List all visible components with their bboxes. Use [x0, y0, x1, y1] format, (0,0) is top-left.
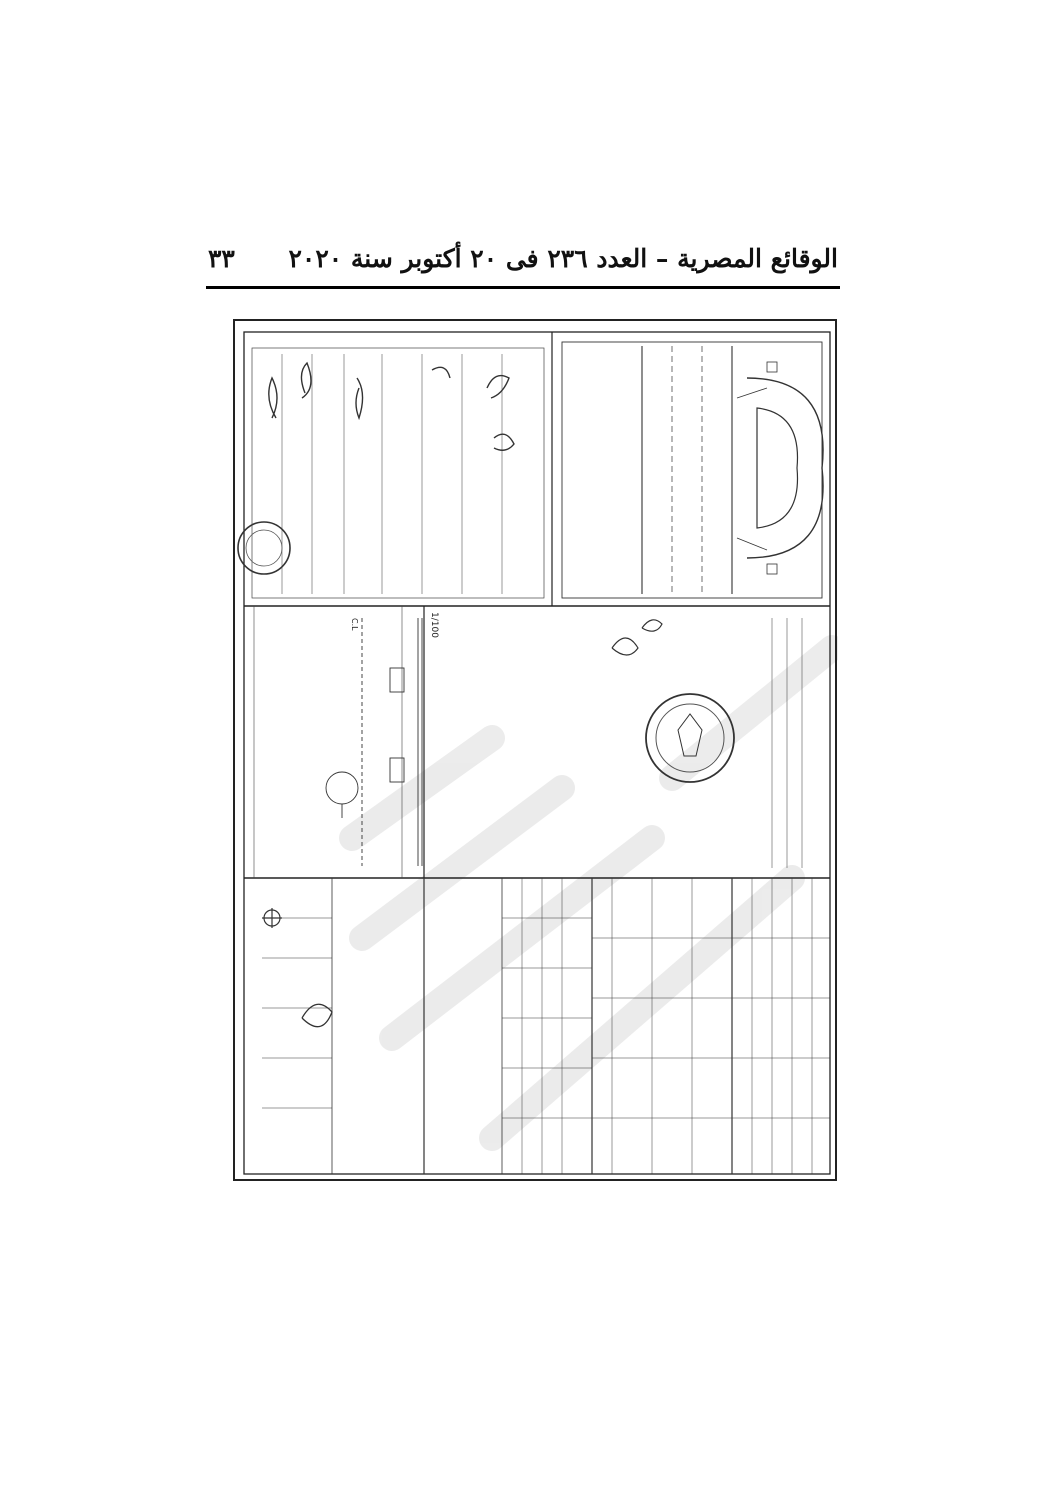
road-section-panel — [254, 606, 424, 878]
outer-border — [234, 320, 836, 1180]
logo-mark — [262, 908, 282, 928]
scale-label: 1/100 — [429, 612, 439, 638]
header-rule — [206, 286, 840, 289]
site-plan-drawing — [562, 342, 823, 598]
gazette-header — [208, 238, 838, 278]
centerline-label: C.L — [350, 618, 359, 631]
signature-panel — [238, 332, 552, 606]
gazette-title: الوقائع المصرية – العدد ٢٣٦ فى ٢٠ أكتوبر سنة ٢٠٢٠ — [288, 243, 838, 273]
page-number: ٣٣ — [208, 243, 235, 273]
plan-sheet — [232, 318, 838, 1184]
